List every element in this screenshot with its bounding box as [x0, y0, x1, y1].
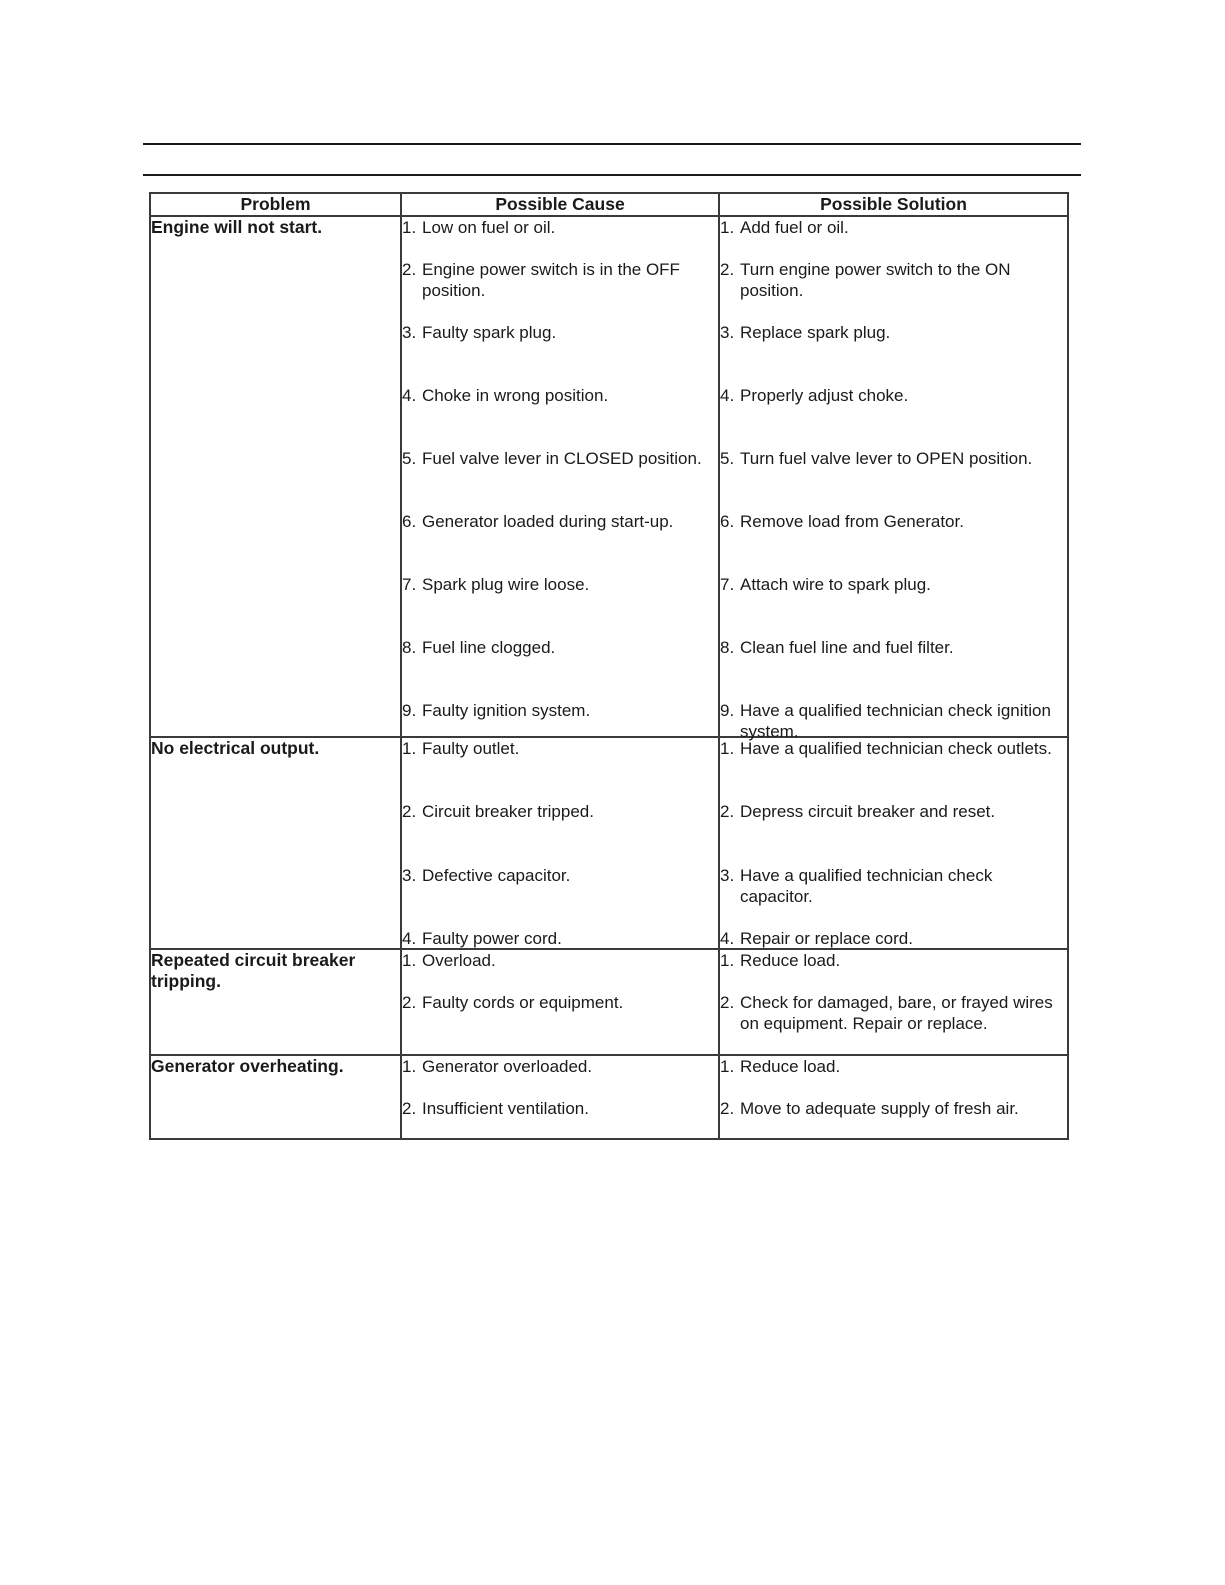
- item-text: Have a qualified technician check outlets.: [740, 739, 1052, 758]
- item-text: Generator overloaded.: [422, 1057, 593, 1076]
- item-number: 1.: [720, 739, 735, 758]
- item-text: Have a qualified technician check ignition system.: [740, 701, 1051, 741]
- cause-item: [402, 448, 718, 469]
- cause-item: [402, 700, 718, 721]
- item-number: 2.: [402, 802, 417, 821]
- item-text: Circuit breaker tripped.: [422, 802, 594, 821]
- item-number: 3.: [720, 866, 735, 885]
- cause-item: [402, 574, 718, 595]
- item-text: Faulty spark plug.: [422, 323, 557, 342]
- item-number: 1.: [720, 1057, 735, 1076]
- item-number: 4.: [720, 929, 735, 948]
- problem-cell: Engine will not start.: [150, 216, 401, 737]
- item-number: 9.: [720, 701, 735, 720]
- cause-item: [402, 950, 718, 971]
- solution-item: [720, 259, 1067, 301]
- solution-item: [720, 950, 1067, 971]
- item-number: 3.: [402, 866, 417, 885]
- solution-cell: [719, 1055, 1068, 1139]
- item-number: 3.: [402, 323, 417, 342]
- cause-item: [402, 217, 718, 238]
- item-number: 2.: [720, 802, 735, 821]
- item-number: 1.: [402, 739, 417, 758]
- item-text: Clean fuel line and fuel filter.: [740, 638, 954, 657]
- item-number: 5.: [720, 449, 735, 468]
- problem-cell: Generator overheating.: [150, 1055, 401, 1139]
- item-text: Choke in wrong position.: [422, 386, 609, 405]
- cause-item: [402, 992, 718, 1013]
- item-number: 7.: [720, 575, 735, 594]
- cause-item: [402, 928, 718, 949]
- header-solution: Possible Solution: [719, 193, 1068, 216]
- item-text: Remove load from Generator.: [740, 512, 964, 531]
- solution-item: [720, 738, 1067, 759]
- cause-item: [402, 1056, 718, 1077]
- problem-cell: No electrical output.: [150, 737, 401, 949]
- item-number: 2.: [720, 260, 735, 279]
- item-text: Generator loaded during start-up.: [422, 512, 674, 531]
- solution-cell: [719, 216, 1068, 741]
- solution-item: [720, 700, 1067, 742]
- item-text: Overload.: [422, 951, 496, 970]
- item-number: 1.: [402, 951, 417, 970]
- solution-item: [720, 801, 1067, 822]
- item-number: 1.: [720, 951, 735, 970]
- item-text: Move to adequate supply of fresh air.: [740, 1099, 1019, 1118]
- troubleshooting-table: [149, 192, 1069, 1140]
- solution-item: [720, 992, 1067, 1034]
- cause-cell: [401, 1055, 719, 1139]
- item-text: Depress circuit breaker and reset.: [740, 802, 996, 821]
- cause-item: [402, 738, 718, 759]
- item-text: Properly adjust choke.: [740, 386, 909, 405]
- item-text: Faulty ignition system.: [422, 701, 591, 720]
- solution-item: [720, 322, 1067, 343]
- solution-item: [720, 637, 1067, 658]
- cause-item: [402, 637, 718, 658]
- cause-item: [402, 322, 718, 343]
- solution-item: [720, 217, 1067, 238]
- cause-cell: [401, 949, 719, 1055]
- item-number: 2.: [720, 1099, 735, 1118]
- solution-item: [720, 511, 1067, 532]
- item-number: 1.: [720, 218, 735, 237]
- item-text: Attach wire to spark plug.: [740, 575, 931, 594]
- item-number: 8.: [402, 638, 417, 657]
- item-text: Reduce load.: [740, 1057, 841, 1076]
- header-row: [150, 193, 1068, 216]
- item-text: Check for damaged, bare, or frayed wires on equipment. Repair or replace.: [740, 993, 1053, 1033]
- item-number: 2.: [720, 993, 735, 1012]
- table-row: [150, 1055, 1068, 1139]
- item-text: Repair or replace cord.: [740, 929, 913, 948]
- table-row: [150, 949, 1068, 1055]
- problem-cell: Repeated circuit breaker tripping.: [150, 949, 401, 1055]
- item-number: 8.: [720, 638, 735, 657]
- item-number: 9.: [402, 701, 417, 720]
- item-text: Spark plug wire loose.: [422, 575, 590, 594]
- item-text: Defective capacitor.: [422, 866, 571, 885]
- solution-item: [720, 865, 1067, 907]
- item-text: Low on fuel or oil.: [422, 218, 556, 237]
- cause-item: [402, 259, 718, 301]
- item-text: Fuel line clogged.: [422, 638, 556, 657]
- top-rule: [143, 143, 1081, 145]
- header-problem: Problem: [150, 193, 401, 216]
- item-number: 4.: [402, 386, 417, 405]
- item-number: 4.: [720, 386, 735, 405]
- cause-item: [402, 385, 718, 406]
- item-number: 6.: [402, 512, 417, 531]
- item-number: 1.: [402, 1057, 417, 1076]
- item-text: Have a qualified technician check capacitor.: [740, 866, 993, 906]
- cause-cell: [401, 737, 719, 949]
- solution-item: [720, 574, 1067, 595]
- bottom-rule: [143, 174, 1081, 176]
- item-number: 4.: [402, 929, 417, 948]
- item-text: Faulty outlet.: [422, 739, 520, 758]
- item-number: 2.: [402, 993, 417, 1012]
- item-text: Fuel valve lever in CLOSED position.: [422, 449, 702, 468]
- item-text: Engine power switch is in the OFF position.: [422, 260, 680, 300]
- cause-item: [402, 1098, 718, 1119]
- cause-cell: [401, 216, 719, 737]
- item-text: Replace spark plug.: [740, 323, 891, 342]
- table-row: [150, 216, 1068, 737]
- item-text: Reduce load.: [740, 951, 841, 970]
- header-cause: Possible Cause: [401, 193, 719, 216]
- item-text: Turn fuel valve lever to OPEN position.: [740, 449, 1033, 468]
- solution-item: [720, 1056, 1067, 1077]
- item-text: Add fuel or oil.: [740, 218, 849, 237]
- item-number: 3.: [720, 323, 735, 342]
- solution-item: [720, 448, 1067, 469]
- item-text: Turn engine power switch to the ON position.: [740, 260, 1011, 300]
- solution-item: [720, 385, 1067, 406]
- item-number: 1.: [402, 218, 417, 237]
- solution-item: [720, 928, 1067, 949]
- item-text: Insufficient ventilation.: [422, 1099, 589, 1118]
- item-number: 6.: [720, 512, 735, 531]
- cause-item: [402, 865, 718, 886]
- item-number: 5.: [402, 449, 417, 468]
- item-number: 7.: [402, 575, 417, 594]
- item-text: Faulty power cord.: [422, 929, 562, 948]
- solution-cell: [719, 737, 1068, 949]
- solution-item: [720, 1098, 1067, 1119]
- item-text: Faulty cords or equipment.: [422, 993, 624, 1012]
- cause-item: [402, 511, 718, 532]
- item-number: 2.: [402, 260, 417, 279]
- solution-cell: [719, 949, 1068, 1055]
- item-number: 2.: [402, 1099, 417, 1118]
- table-row: [150, 737, 1068, 949]
- cause-item: [402, 801, 718, 822]
